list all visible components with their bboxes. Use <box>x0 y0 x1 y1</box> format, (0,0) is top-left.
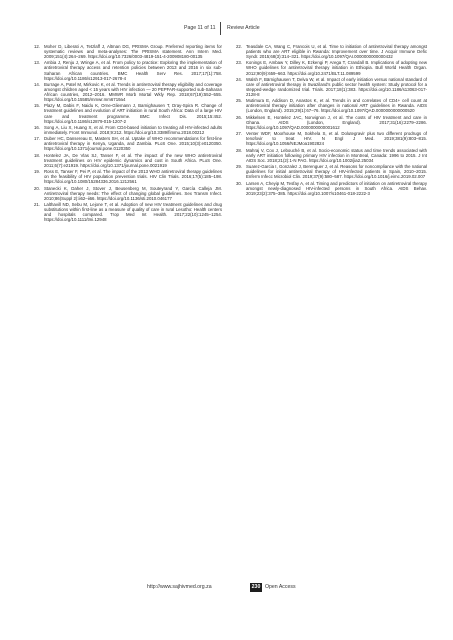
reference-item <box>34 169 222 184</box>
reference-number: 17. <box>34 136 41 142</box>
reference-text: Moher D, Liberati A, Tetzlaff J, Altman DG, PRISMA Group. Preferred reporting items for systematic reviews and meta-analyses: The PRISMA statement. Ann Intern Med. 2009;151(4):264–269. https://doi.org/10.7326/0003-4819-151-4-200908180-00135 <box>44 44 222 60</box>
reference-number: 20. <box>34 185 41 191</box>
page-number-badge: 230 <box>251 584 261 590</box>
reference-text: Teasdale CA, Wang C, Francois U, et al. Time to initiation of antiretroviral therapy amongst patients who are ART eligible in Rwanda: Improvement over time. J Acquir Immune Defic Syndr. 2015;68(3):314–321. https://doi.org/10.1097/QAI.0000000000000432 <box>246 44 427 60</box>
page-number-label: Page 11 of 11 <box>184 25 216 31</box>
reference-text: Hontelez JA, De Vlas SJ, Tanser F, et al. The impact of the new WHO antiretroviral treatment guidelines on HIV epidemic dynamics and cost in South Africa. PLoS One. 2011;6(7):e21919. https://doi.org/10.1371/journal.pone.0021919 <box>44 152 222 168</box>
reference-item <box>34 82 222 102</box>
header-divider <box>220 22 221 35</box>
reference-text: Lalthavill ND, Sebu M, Lejone T, et al. Adoption of new HIV treatment guidelines and drug substitutions within first-line as a measure of quality of care in rural Lesotho: Health centers and hospitals compared. Trop Med Int Health. 2017;22(10):1245–1254. https://doi.org/10.1111/tmi.12948 <box>44 202 222 223</box>
reference-item <box>236 181 427 196</box>
reference-number: 30. <box>236 180 243 186</box>
reference-text: Mutimura E, Addison D, Anastos K, et al. Trends in and correlates of CD4+ cell count at antiretroviral therapy initiation after changes in national ART guidelines in Rwanda. AIDS (London, England). 2015;29(1):67–76. https://doi.org/10.1097/QAD.0000000000000520 <box>246 98 427 114</box>
reference-text: Plazy M, Dabis F, Naidu K, Orne-Gliemann J, Barnighausen T, Dray-Spira R. Change of treatment guidelines and evolution of ART initiation in rural South Africa: Data of a large HIV care and treatment programme. BMC Infect Dis. 2015;15:452. https://doi.org/10.1186/s12879-015-1207-2 <box>44 103 222 124</box>
reference-text: Mikkelsen E, Hontelez JAC, Nonvignon J, et al. The costs of HIV treatment and care in Ghana. AIDS (London, England). 2017;31(16):2279–2286. https://doi.org/10.1097/QAD.0000000000001612 <box>246 114 427 130</box>
section-label: Review Article <box>227 25 260 31</box>
reference-number: 14. <box>34 81 41 87</box>
reference-item <box>236 164 427 179</box>
reference-number: 16. <box>34 124 41 130</box>
reference-text: Konings E, Ambaw Y, Dilley K, Ezkengi P, Arega T, Crandall B. Implications of adopting new WHO guidelines for antiretroviral therapy initiation in Ethiopia. Bull World Health Organ. 2012;90(9):659–663. https://doi.org/10.2471/BLT.11.089599 <box>246 60 427 76</box>
reference-item <box>236 131 427 146</box>
reference-item <box>34 186 222 201</box>
reference-text: Larsen A, Cheyip M, Tesfay A, et al. Timing and predictors of initiation on antiretroviral therapy amongst newly-diagnosed HIV-infected persons in South Africa. AIDS Behav. 2019;23(2):375–385. https://doi.org/10.1007/s10461-018-2222-3 <box>246 180 427 196</box>
reference-item <box>34 44 222 59</box>
reference-number: 24. <box>236 76 243 82</box>
reference-item <box>34 103 222 123</box>
page-header <box>0 22 453 36</box>
reference-number: 18. <box>34 152 41 158</box>
reference-number: 29. <box>236 164 243 170</box>
reference-text: Ross E, Tanser F, Pei P, et al. The impact of the 2013 WHO antiretroviral therapy guidelines on the feasibility of HIV population prevention trials. HIV Clin Trials. 2016;17(5):185–198. https://doi.org/10.1080/15284336.2016.1212561 <box>44 169 222 185</box>
reference-item <box>34 60 222 80</box>
reference-number: 21. <box>34 202 41 208</box>
reference-text: Stanecki K, Daher J, Stover J, Beusenberg M, Souteyrand Y, García Calleja JM. Antiretroviral therapy needs: The effect of changing global guidelines. Sex Transm Infect. 2010;86(Suppl 2):ii62–ii66. https://doi.org/10.1136/sti.2010.046177 <box>44 185 222 201</box>
reference-item <box>34 202 222 222</box>
reference-number: 28. <box>236 147 243 153</box>
reference-item <box>34 136 222 151</box>
reference-text: Duber HC, Dansereau E, Masters SH, et al. Uptake of WHO recommendations for first-line antiretroviral therapy in Kenya, Uganda, and Zambia. PLoS One. 2015;10(3):e0120350. https://doi.org/10.1371/journal.pone.0120350 <box>44 136 222 152</box>
reference-item <box>236 44 427 59</box>
reference-text: Mahraj V, Cox J, Lebouché B, et al. Socio-economic status and time trends associated with early ART initiation following primary HIV infection in Montreal, Canada: 1996 to 2015. J Int AIDS Soc. 2018;21(2):1-N PAG. https://doi.org/10.1002/jia2.25034 <box>246 147 427 163</box>
reference-number: 27. <box>236 131 243 137</box>
reference-text: Song A, Liu X, Huang X, et al. From CD4-based initiation to treating all HIV-infected adults immediately. Front Immunol. 2018;9:212. https://doi.org/10.3389/fimmu.2018.00212 <box>44 124 222 135</box>
reference-text: Suarez-Garcia I, Gonzalez J, Berenguer J, et al. Reasons for noncompliance with the national guidelines for initial antiretroviral therapy of HIV-infected patients in Spain, 2010–2015. Enferm Infecc Microbiol Clin. 2019;37(9):580–587. https://doi.org/10.1016/j.eimc.2019.02.007 <box>246 164 427 180</box>
reference-item <box>34 153 222 168</box>
references-column-right <box>236 44 427 197</box>
reference-number: 25. <box>236 98 243 104</box>
reference-text: Venter WDF, Moorhouse M, Sokhela S, et al. Dolutegravir plus two different prodrugs of tenofovir to treat HIV. N Engl J Med. 2019;381(9):803–815. https://doi.org/10.1056/NEJMoa1902824 <box>246 131 427 147</box>
reference-number: 15. <box>34 103 41 109</box>
reference-item <box>236 115 427 130</box>
reference-text: Walsh F, Bärnighausen T, Delva W, et al. Impact of early initiation versus national standard of care of antiretroviral therapy in Swaziland's public sector health system: Study protocol for a stepped-wedge randomized trial. Trials. 2017;18(1):383. https://doi.org/10.1186/s13063-017-2128-8 <box>246 76 427 98</box>
reference-number: 22. <box>236 44 243 49</box>
reference-item <box>236 60 427 75</box>
open-access-label: Open Access <box>265 584 296 590</box>
reference-item <box>236 148 427 163</box>
references-column-left <box>34 44 222 224</box>
reference-number: 13. <box>34 60 41 66</box>
reference-number: 23. <box>236 60 243 66</box>
reference-item <box>236 77 427 97</box>
reference-text: Burrage A, Patel M, Mirkovic K, et al. Trends in antiretroviral therapy eligibility and coverage amongst children aged < 15 years with HIV infection — 20 PEPFAR-supported sub-Saharan African countries, 2012–2016. MMWR Morb Mortal Wkly Rep. 2018;67(19):552–555. https://doi.org/10.15585/mmwr.mm6719a4 <box>44 81 222 103</box>
reference-text: Ambia J, Renju J, Wringe A, et al. From policy to practice: Exploring the implementation of antiretroviral therapy access and retention policies between 2013 and 2016 in six sub-Saharan African countries. BMC Health Serv Res. 2017;17(1):758. https://doi.org/10.1186/s12913-017-2678-4 <box>44 60 222 81</box>
reference-item <box>236 98 427 113</box>
reference-number: 12. <box>34 44 41 49</box>
reference-number: 26. <box>236 114 243 120</box>
reference-number: 19. <box>34 169 41 175</box>
reference-item <box>34 125 222 135</box>
journal-url-link[interactable]: http://www.sajhivmed.org.za <box>147 584 212 590</box>
page-footer <box>0 583 453 595</box>
